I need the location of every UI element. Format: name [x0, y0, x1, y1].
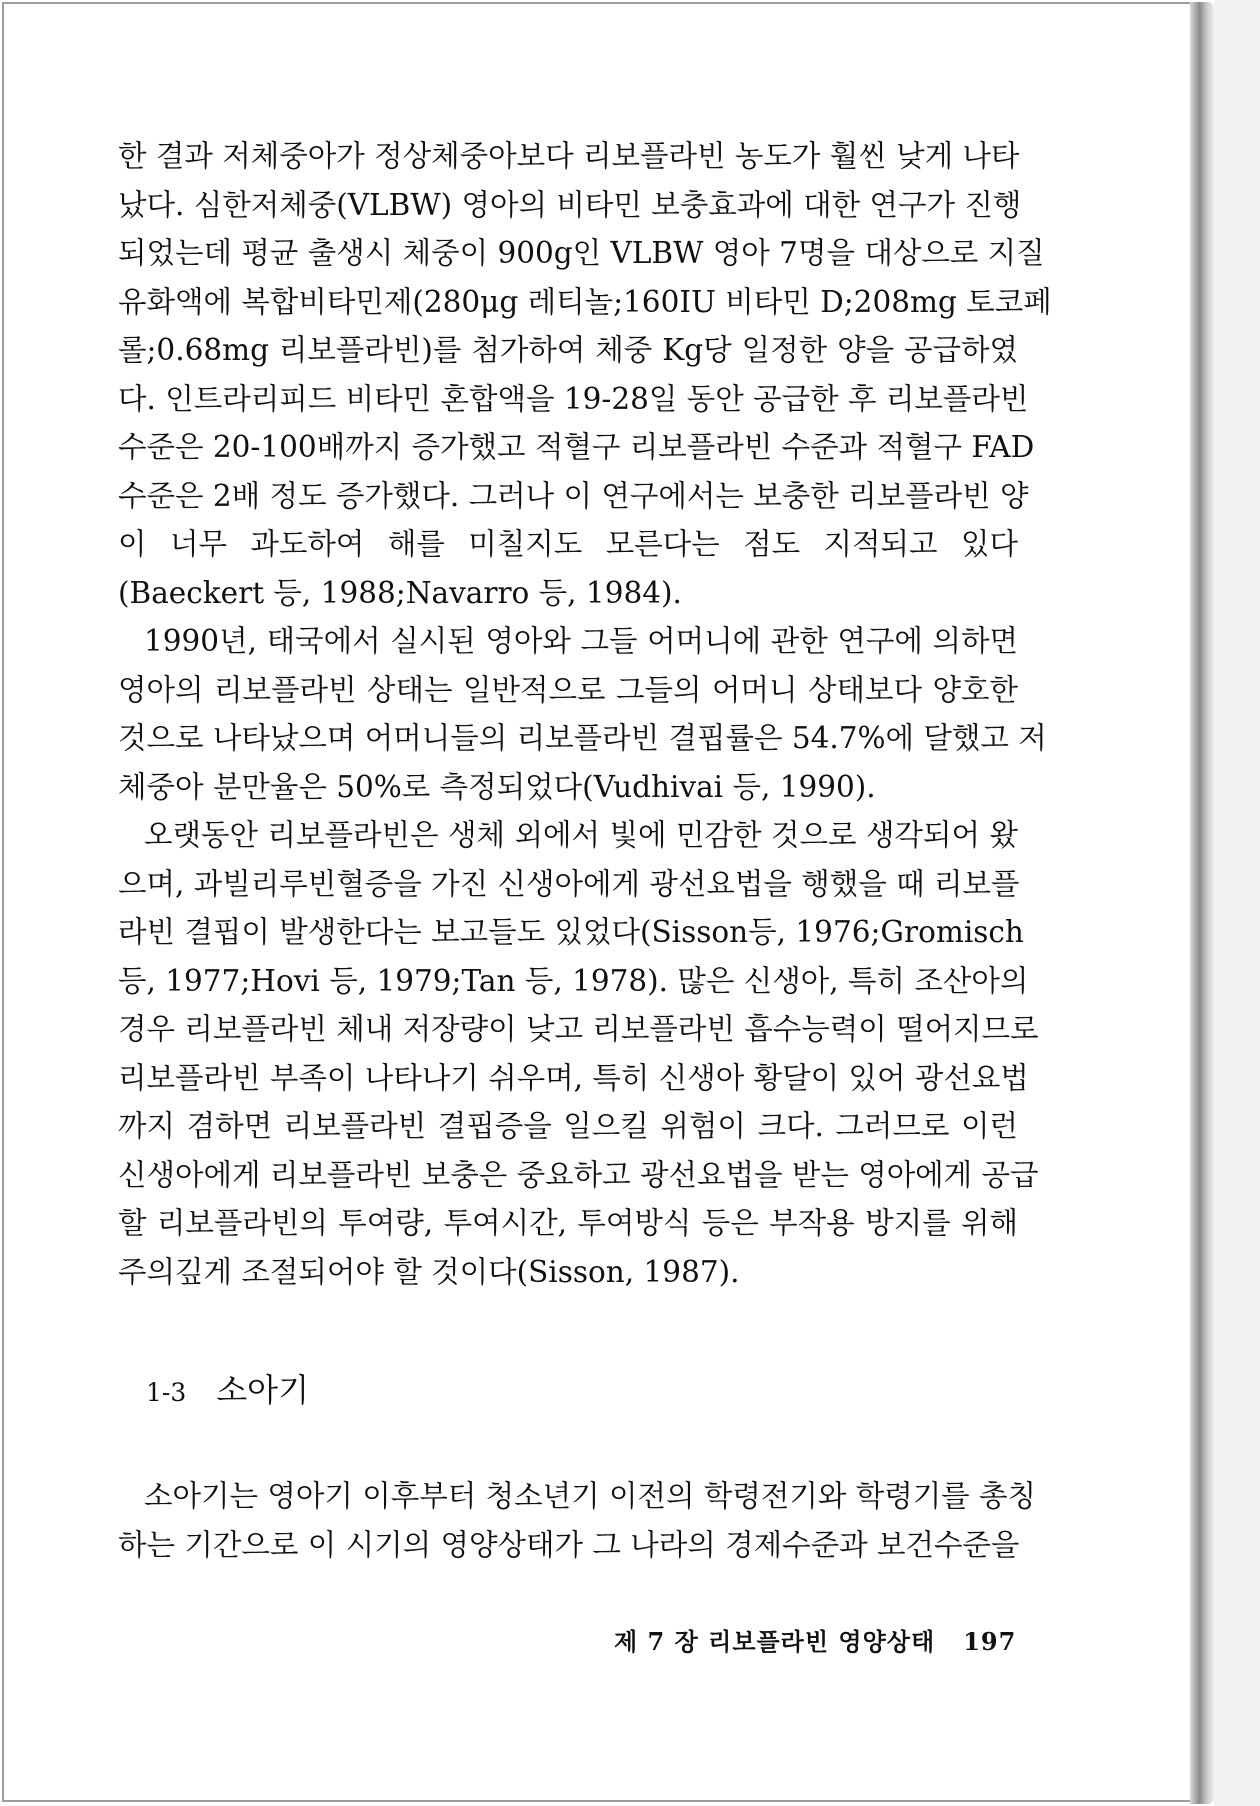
text-line: 경우 리보플라빈 체내 저장량이 낮고 리보플라빈 흡수능력이 떨어지므로	[118, 1012, 1039, 1046]
text-line: 이 너무 과도하여 해를 미칠지도 모른다는 점도 지적되고 있다	[118, 527, 1018, 561]
page-footer	[614, 1622, 1017, 1657]
text-line: 오랫동안 리보플라빈은 생체 외에서 빛에 민감한 것으로 생각되어 왔	[144, 818, 1018, 852]
text-line: 리보플라빈 부족이 나타나기 쉬우며, 특히 신생아 황달이 있어 광선요법	[118, 1060, 1029, 1095]
text-line: 라빈 결핍이 발생한다는 보고들도 있었다(Sisson등, 1976;Gromisch	[118, 915, 1024, 949]
chapter-title: 제 7 장 리보플라빈 영양상태	[614, 1627, 936, 1656]
text-line: 유화액에 복합비타민제(280μg 레티놀;160IU 비타민 D;208mg 토코페	[118, 284, 1052, 319]
text-line: 수준은 2배 정도 증가했다. 그러나 이 연구에서는 보충한 리보플라빈 양	[118, 478, 1029, 513]
text-line: 한 결과 저체중아가 정상체중아보다 리보플라빈 농도가 훨씬 낮게 나타	[118, 139, 1020, 173]
viewer-background	[1214, 0, 1260, 1806]
text-line: 다. 인트라리피드 비타민 혼합액을 19-28일 동안 공급한 후 리보플라빈	[118, 381, 1029, 416]
text-line: 체중아 분만율은 50%로 측정되었다(Vudhivai 등, 1990).	[118, 769, 876, 804]
text-line: (Baeckert 등, 1988;Navarro 등, 1984).	[118, 575, 682, 610]
text-line: 났다. 심한저체중(VLBW) 영아의 비타민 보충효과에 대한 연구가 진행	[118, 187, 1022, 222]
text-line: 등, 1977;Hovi 등, 1979;Tan 등, 1978). 많은 신생아, 특히 조산아의	[118, 963, 1029, 998]
section-title: 소아기	[216, 1371, 310, 1409]
text-line: 롤;0.68mg 리보플라빈)를 첨가하여 체중 Kg당 일정한 양을 공급하였	[118, 333, 1018, 367]
text-line: 주의깊게 조절되어야 할 것이다(Sisson, 1987).	[118, 1254, 740, 1289]
page-number: 197	[963, 1627, 1017, 1656]
text-line: 되었는데 평균 출생시 체중이 900g인 VLBW 영아 7명을 대상으로 지질	[118, 236, 1045, 270]
text-line: 까지 겸하면 리보플라빈 결핍증을 일으킬 위험이 크다. 그러므로 이런	[118, 1109, 1018, 1143]
text-line: 1990년, 태국에서 실시된 영아와 그들 어머니에 관한 연구에 의하면	[144, 624, 1018, 658]
section-number: 1-3	[146, 1378, 187, 1407]
section-heading	[146, 1365, 309, 1411]
text-line: 것으로 나타났으며 어머니들의 리보플라빈 결핍률은 54.7%에 달했고 저	[118, 721, 1047, 755]
text-line: 할 리보플라빈의 투여량, 투여시간, 투여방식 등은 부작용 방지를 위해	[118, 1206, 1018, 1240]
text-line: 하는 기간으로 이 시기의 영양상태가 그 나라의 경제수준과 보건수준을	[118, 1527, 1020, 1562]
text-line: 으며, 과빌리루빈혈증을 가진 신생아에게 광선요법을 행했을 때 리보플	[118, 866, 1020, 901]
text-line: 수준은 20-100배까지 증가했고 적혈구 리보플라빈 수준과 적혈구 FAD	[118, 430, 1035, 464]
text-line: 소아기는 영아기 이후부터 청소년기 이전의 학령전기와 학령기를 총칭	[144, 1479, 1037, 1513]
text-line: 영아의 리보플라빈 상태는 일반적으로 그들의 어머니 상태보다 양호한	[118, 672, 1018, 707]
page-edge-curl	[1190, 2, 1214, 1804]
text-line: 신생아에게 리보플라빈 보충은 중요하고 광선요법을 받는 영아에게 공급	[118, 1157, 1039, 1192]
